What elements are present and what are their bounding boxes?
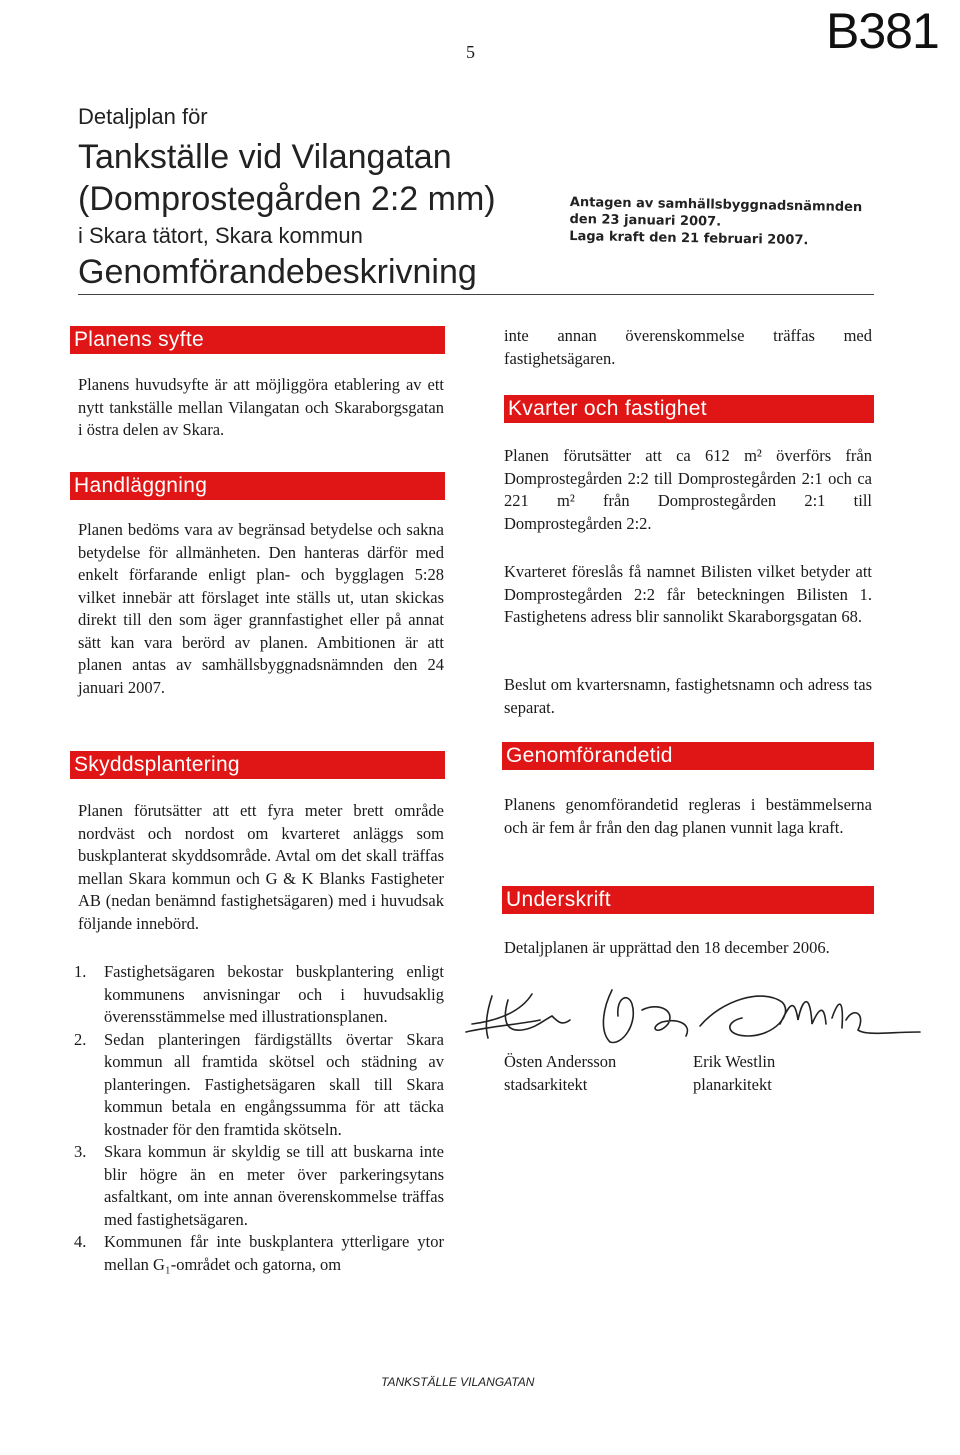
title-line-2: Tankställe vid Vilangatan (78, 138, 452, 176)
kvarter-text-1: Planen förutsätter att ca 612 m² överförs från Domprostegården 2:2 till Domprostegården 2:1 och ca 221 m² från Domprostegården 2:1 till Domprostegården 2:2. (504, 446, 872, 533)
heading-underskrift: Underskrift (502, 886, 874, 914)
title-line-3: (Domprostegården 2:2 mm) (78, 180, 496, 218)
list-item-number: 1. (74, 962, 87, 981)
continuation-text: inte annan överenskommelse träffas med fastighetsägaren. (504, 326, 872, 368)
signer-2-title: planarkitekt (693, 1075, 772, 1094)
list-item-text: Sedan planteringen färdigställts övertar Skara kommun all framtida skötsel och städning av planteringen. Fastighetsägaren skall till Skara kommun betala en engångssumma för att täcka kostnader för den framtida skötseln. (104, 1029, 444, 1139)
list-item (74, 1141, 444, 1231)
signer-1-title: stadsarkitekt (504, 1075, 588, 1094)
adoption-stamp (569, 194, 862, 250)
genomforandetid-text: Planens genomförandetid regleras i bestämmelserna och är fem år från den dag planen vunnit laga kraft. (504, 795, 872, 837)
heading-skyddsplantering: Skyddsplantering (70, 751, 445, 779)
list-item-text: Fastighetsägaren bekostar buskplantering enligt kommunens anvisningar och i huvudsaklig överensstämmelse med illustrationsplanen. (104, 962, 444, 1026)
title-line-5: Genomförandebeskrivning (78, 253, 477, 291)
signer-1-name: Östen Andersson (504, 1052, 617, 1071)
page-number: 5 (466, 42, 475, 62)
signer-1 (504, 1050, 616, 1096)
list-item-number: 4. (74, 1232, 87, 1251)
title-line-1: Detaljplan för (78, 104, 208, 129)
list-item (74, 1231, 444, 1276)
list-item-number: 3. (74, 1142, 87, 1161)
list-item-text: Skara kommun är skyldig se till att buskarna inte blir högre än en meter över parkeringsytans asfaltkant, om inte annan överenskommelse träffas med fastighetsägaren. (104, 1142, 444, 1229)
adoption-line-2: den 23 januari 2007. (569, 211, 722, 230)
handlaggning-text: Planen bedöms vara av begränsad betydelse och sakna betydelse för allmänheten. Den hanteras därför med enkelt förfarande enligt plan- och bygglagen 5:28 vilket innebär att förslaget inte ställs ut, utan skickas direkt till den som äger grannfastighet eller på annat sätt kan vara berörd av planen. Ambitionen är att planen antas av samhällsbyggnadsnämnden den 24 januari 2007. (78, 520, 444, 697)
heading-handlaggning: Handläggning (70, 472, 445, 500)
list-item (74, 1029, 444, 1142)
page-footer: TANKSTÄLLE VILANGATAN (381, 1375, 535, 1389)
signer-2-name: Erik Westlin (693, 1052, 776, 1071)
skyddsplantering-list (74, 961, 444, 1276)
adoption-line-1: Antagen av samhällsbyggnadsnämnden (569, 194, 863, 216)
list-item-number: 2. (74, 1029, 87, 1049)
heading-planens-syfte: Planens syfte (70, 326, 445, 354)
heading-kvarter-och-fastighet: Kvarter och fastighet (504, 395, 874, 423)
underskrift-text: Detaljplanen är upprättad den 18 december 2006. (504, 938, 830, 957)
title-line-4: i Skara tätort, Skara kommun (78, 223, 363, 248)
adoption-line-3: Laga kraft den 21 februari 2007. (569, 228, 809, 249)
kvarter-text-3: Beslut om kvartersnamn, fastighetsnamn och adress tas separat. (504, 675, 872, 717)
document-stamp: B381 (826, 3, 939, 59)
heading-genomforandetid: Genomförandetid (502, 742, 874, 770)
handwritten-signatures (462, 980, 922, 1060)
list-item-text: Kommunen får inte buskplantera ytterligare ytor mellan G₁-området och gatorna, om (104, 1232, 444, 1274)
planens-syfte-text: Planens huvudsyfte är att möjliggöra etablering av ett nytt tankställe mellan Vilangatan och Skaraborgsgatan i östra delen av Skara. (78, 375, 444, 439)
signer-2 (693, 1050, 775, 1096)
skyddsplantering-text: Planen förutsätter att ett fyra meter brett område nordväst och nordost om kvarteret anläggs som buskplanterat skyddsområde. Avtal om det skall träffas mellan Skara kommun och G & K Blanks Fastigheter AB (nedan benämnd fastighetsägaren) med i huvudsak följande innebörd. (78, 801, 444, 933)
kvarter-text-2: Kvarteret föreslås få namnet Bilisten vilket betyder att Domprostegården 2:2 får beteckningen Bilisten 1. Fastighetens adress blir sannolikt Skaraborgsgatan 68. (504, 562, 872, 626)
title-divider (78, 294, 874, 295)
list-item (74, 961, 444, 1029)
